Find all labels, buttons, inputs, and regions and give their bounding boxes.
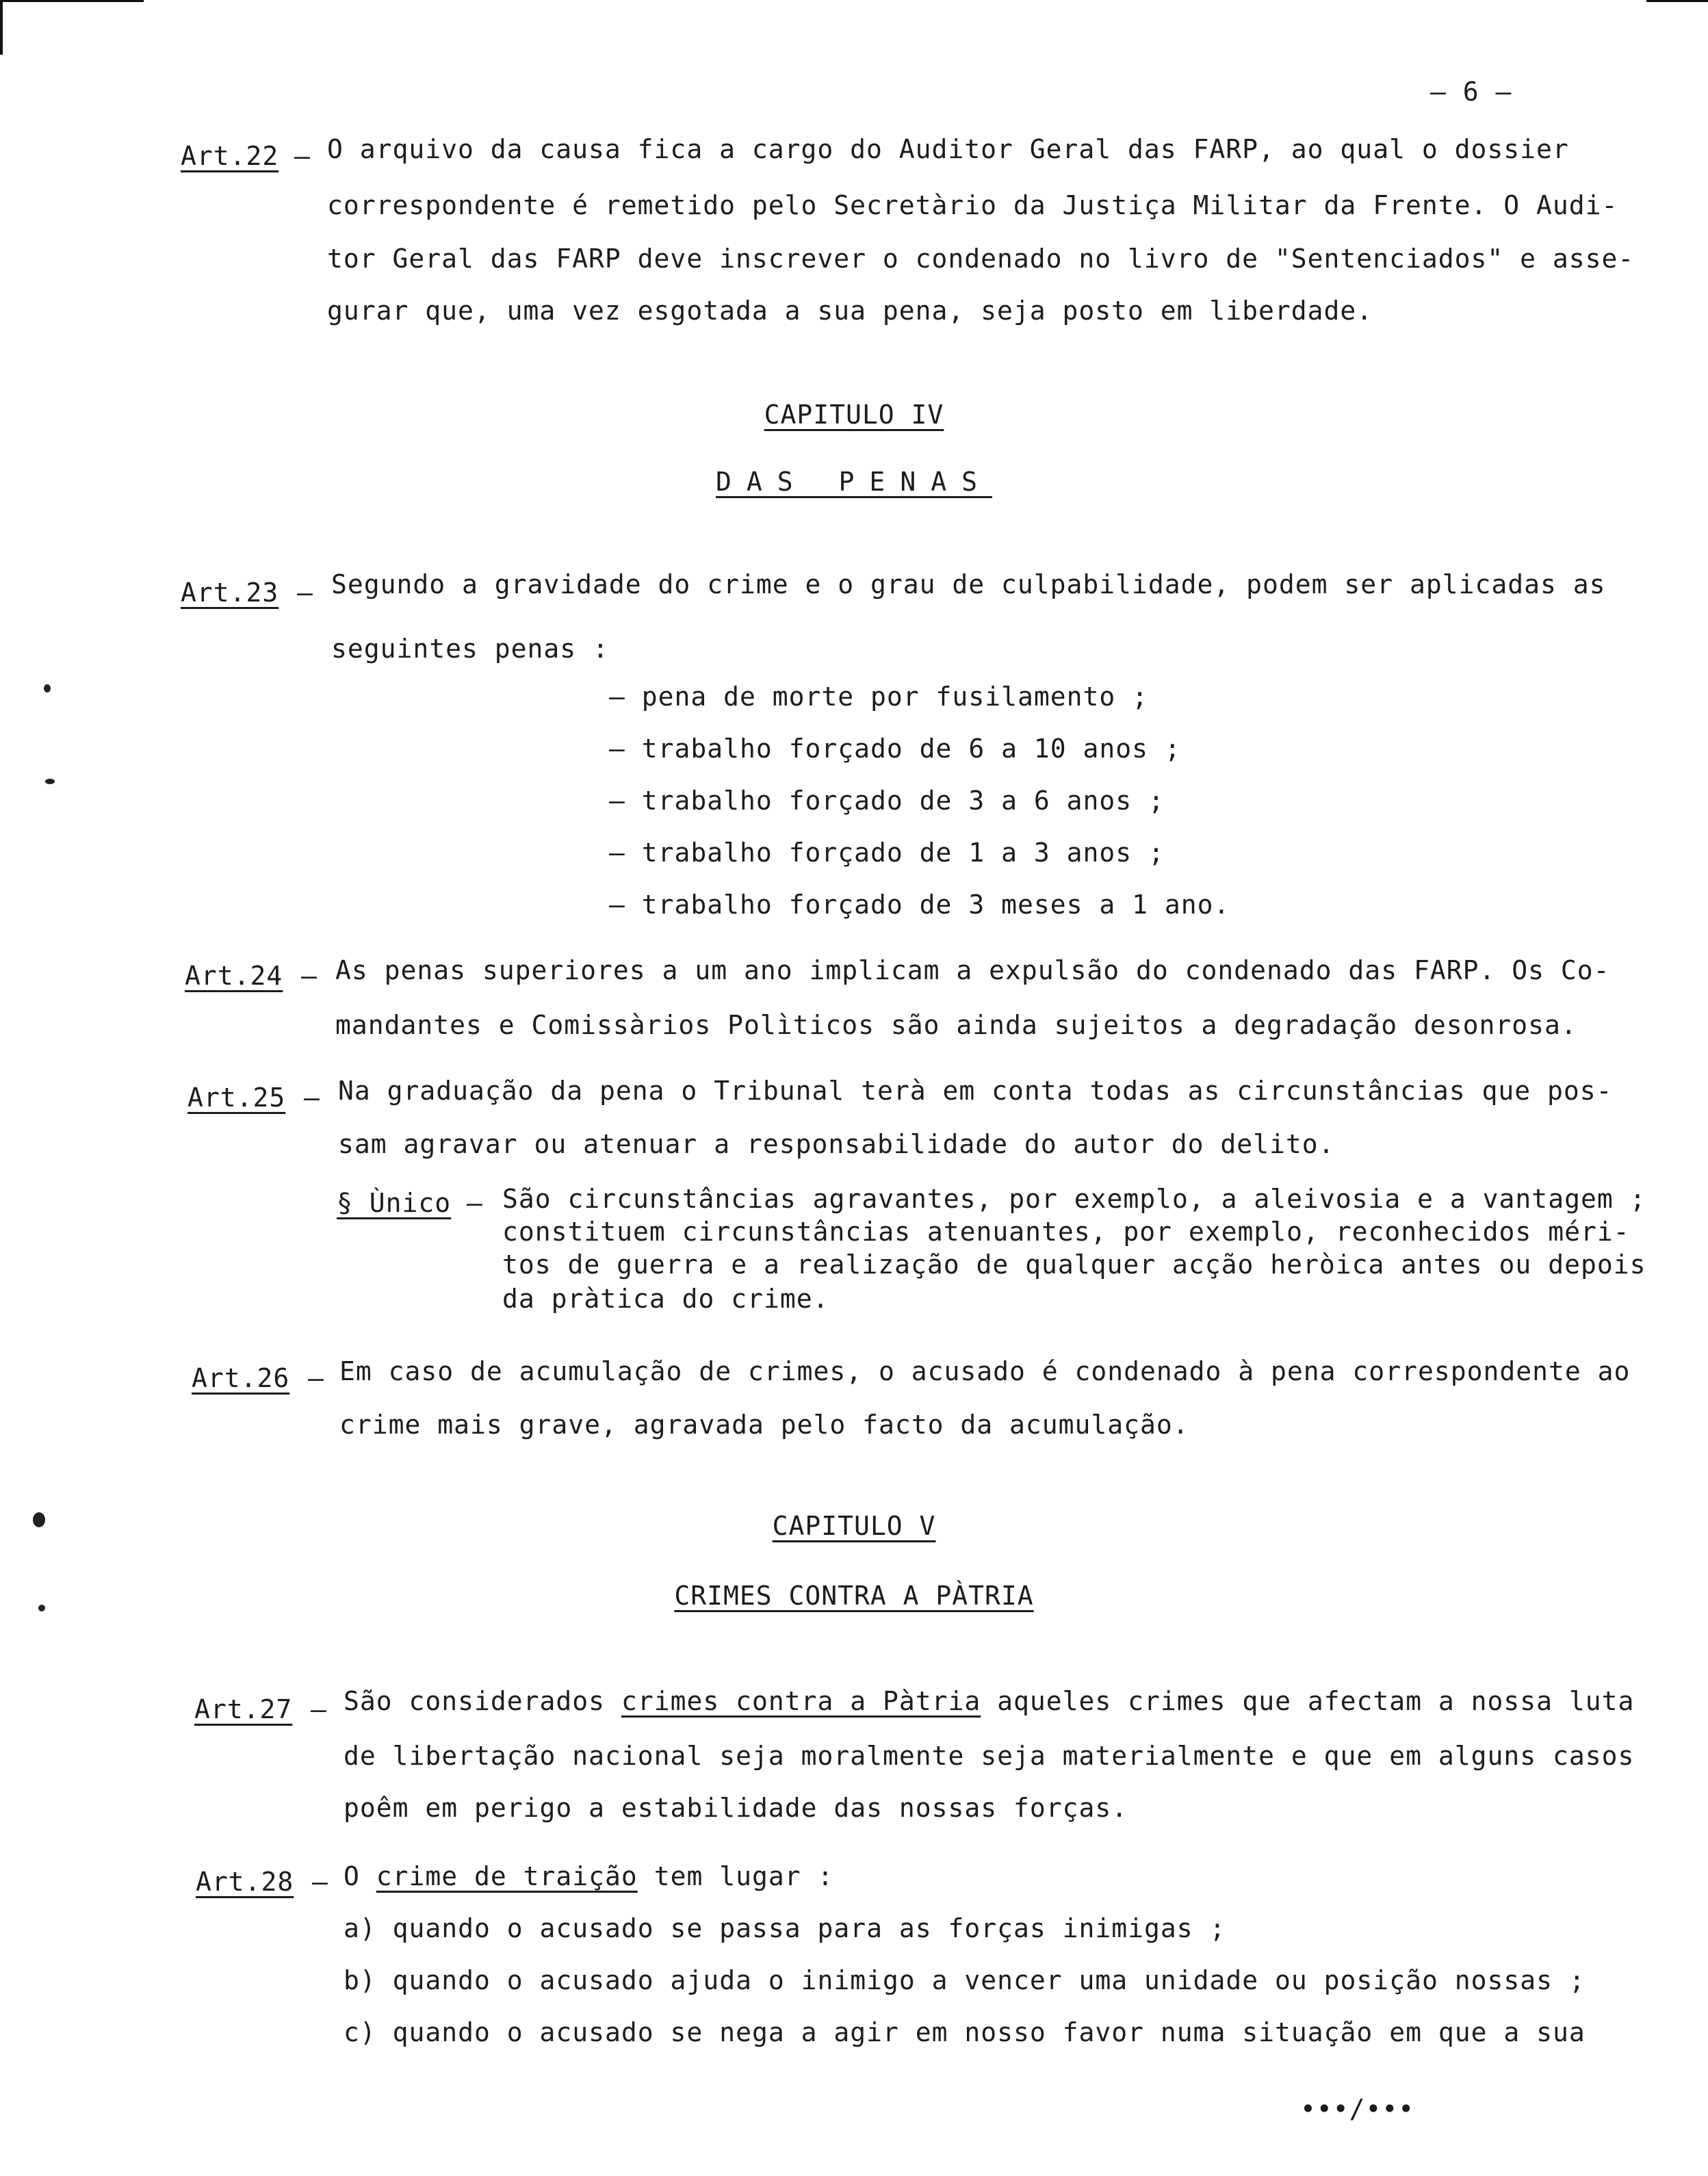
- list-item: – trabalho forçado de 3 a 6 anos ;: [609, 786, 1165, 816]
- list-item: – trabalho forçado de 3 meses a 1 ano.: [609, 890, 1230, 920]
- article-text-line: mandantes e Comissàrios Polìticos são ainda sujeitos a degradação desonrosa.: [335, 1010, 1577, 1040]
- list-item: – pena de morte por fusilamento ;: [609, 682, 1148, 712]
- chapter-title: CAPITULO IV: [764, 400, 944, 430]
- defined-term: crimes contra a Pàtria: [621, 1686, 981, 1716]
- page-number: – 6 –: [1430, 77, 1512, 107]
- chapter-title: CAPITULO V: [772, 1511, 936, 1541]
- article-dash: –: [308, 1363, 324, 1393]
- list-item: – trabalho forçado de 1 a 3 anos ;: [609, 838, 1165, 868]
- article-text-line: Em caso de acumulação de crimes, o acusado é condenado à pena correspondente ao: [339, 1356, 1631, 1386]
- list-item: – trabalho forçado de 6 a 10 anos ;: [609, 734, 1181, 764]
- list-item: a) quando o acusado se passa para as forças inimigas ;: [344, 1913, 1226, 1943]
- paragraph-text-line: constituem circunstâncias atenuantes, por exemplo, reconhecidos méri-: [502, 1217, 1630, 1247]
- article-text-line: tor Geral das FARP deve inscrever o condenado no livro de "Sentenciados" e asse-: [327, 244, 1635, 274]
- article-text-line: Na graduação da pena o Tribunal terà em conta todas as circunstâncias que pos-: [338, 1076, 1613, 1106]
- article-text-line: O arquivo da causa fica a cargo do Auditor Geral das FARP, ao qual o dossier: [327, 134, 1569, 164]
- article-text-line: correspondente é remetido pelo Secretàrio da Justiça Militar da Frente. O Audi-: [327, 190, 1618, 220]
- article-text-line: poêm em perigo a estabilidade das nossas forças.: [344, 1793, 1128, 1823]
- article-dash: –: [304, 1083, 320, 1113]
- article-text-line: de libertação nacional seja moralmente seja materialmente e que em alguns casos: [344, 1741, 1635, 1771]
- article-text-line: seguintes penas :: [331, 634, 609, 664]
- scan-edge-line: [1646, 0, 1708, 2]
- punch-mark: [44, 684, 51, 692]
- paragraph-text-line: São circunstâncias agravantes, por exemplo, a aleivosia e a vantagem ;: [502, 1184, 1646, 1214]
- article-label: Art.22: [181, 141, 279, 171]
- continuation-mark: •••/•••: [1300, 2094, 1415, 2124]
- chapter-subtitle: DAS PENAS: [716, 467, 992, 497]
- article-text-line: gurar que, uma vez esgotada a sua pena, seja posto em liberdade.: [327, 296, 1373, 326]
- list-item: c) quando o acusado se nega a agir em nosso favor numa situação em que a sua: [344, 2017, 1586, 2047]
- scan-edge-line: [0, 0, 144, 2]
- article-label: Art.25: [187, 1083, 286, 1113]
- article-dash: –: [312, 1867, 328, 1897]
- article-text-line: crime mais grave, agravada pelo facto da acumulação.: [339, 1410, 1189, 1440]
- paragraph-text-line: tos de guerra e a realização de qualquer acção heròica antes ou depois: [502, 1249, 1646, 1280]
- article-label: Art.26: [192, 1363, 290, 1393]
- article-dash: –: [311, 1694, 327, 1724]
- article-label: Art.27: [194, 1694, 293, 1724]
- article-text-line: São considerados crimes contra a Pàtria aqueles crimes que afectam a nossa luta: [344, 1686, 1635, 1716]
- article-text-line: sam agravar ou atenuar a responsabilidade do autor do delito.: [338, 1129, 1335, 1159]
- article-text-line: Segundo a gravidade do crime e o grau de culpabilidade, podem ser aplicadas as: [331, 569, 1606, 599]
- defined-term: crime de traição: [376, 1861, 638, 1891]
- article-text-line: As penas superiores a um ano implicam a expulsão do condenado das FARP. Os Co-: [335, 955, 1610, 985]
- article-dash: –: [294, 141, 311, 171]
- article-label: Art.23: [181, 578, 279, 608]
- paragraph-unico-label: § Ùnico: [337, 1188, 452, 1218]
- punch-mark: [45, 779, 55, 784]
- chapter-subtitle: CRIMES CONTRA A PÀTRIA: [674, 1581, 1034, 1611]
- article-text-line: O crime de traição tem lugar :: [344, 1861, 834, 1891]
- article-label: Art.24: [185, 961, 283, 991]
- article-dash: –: [467, 1188, 483, 1218]
- article-dash: –: [301, 961, 318, 991]
- scan-edge-line: [0, 0, 3, 55]
- list-item: b) quando o acusado ajuda o inimigo a vencer uma unidade ou posição nossas ;: [344, 1965, 1586, 1995]
- paragraph-text-line: da pràtica do crime.: [502, 1284, 829, 1314]
- article-label: Art.28: [196, 1867, 294, 1897]
- article-dash: –: [297, 578, 313, 608]
